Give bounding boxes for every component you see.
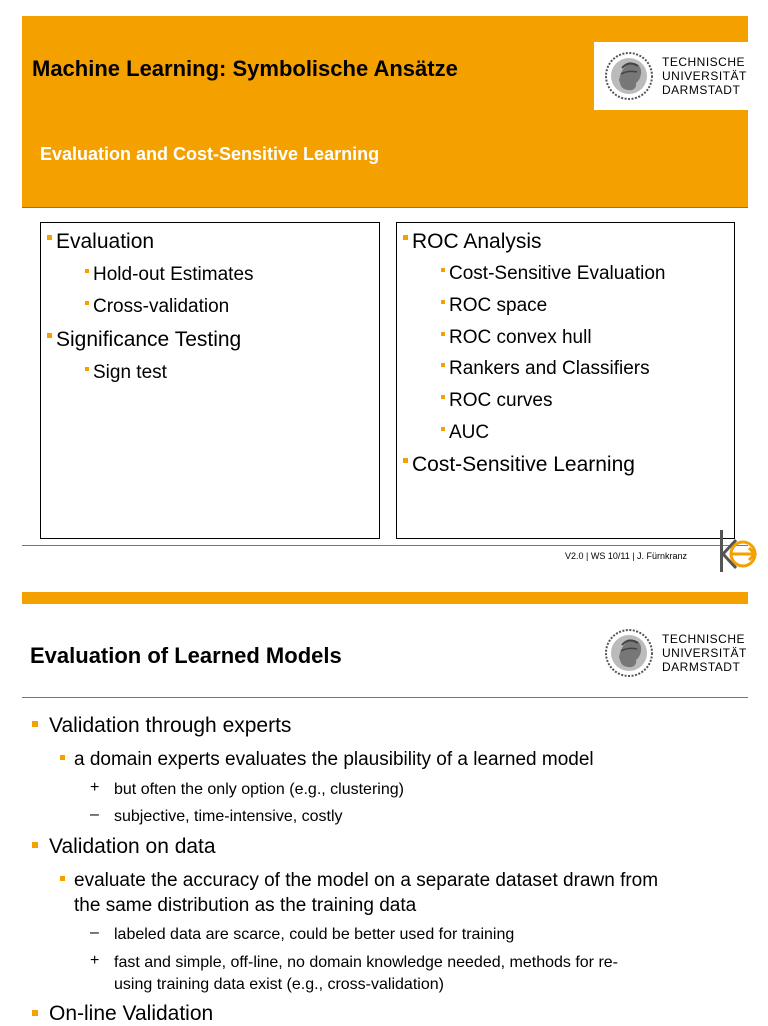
bullet-icon	[47, 333, 52, 338]
slide1-divider-top	[22, 207, 748, 208]
outline-item: Evaluation	[47, 230, 154, 254]
outline-item: Cross-validation	[85, 296, 229, 318]
content-item-level2: a domain experts evaluates the plausibility of a learned model	[74, 749, 594, 770]
slide2-header-band	[22, 592, 748, 604]
minus-symbol: –	[90, 806, 99, 823]
bullet-icon	[85, 367, 89, 371]
plus-symbol: +	[90, 779, 100, 796]
tu-line-3: DARMSTADT	[662, 660, 741, 674]
outline-item: ROC Analysis	[403, 230, 542, 254]
slide2-title: Evaluation of Learned Models	[30, 643, 342, 668]
tu-line-1: TECHNISCHE	[662, 632, 746, 646]
tu-line-2: UNIVERSITÄT	[662, 69, 747, 83]
tu-darmstadt-logo	[594, 42, 748, 110]
tu-darmstadt-wordmark	[662, 632, 747, 674]
plus-symbol: +	[90, 952, 100, 969]
content-item-level2-continuation: the same distribution as the training data	[74, 895, 417, 916]
outline-item: Rankers and Classifiers	[441, 358, 650, 380]
tu-line-2: UNIVERSITÄT	[662, 646, 747, 660]
bullet-icon	[60, 876, 65, 881]
outline-item: ROC space	[441, 295, 547, 317]
content-item-level2: evaluate the accuracy of the model on a separate dataset drawn from	[74, 870, 659, 891]
tu-line-3: DARMSTADT	[662, 83, 741, 97]
outline-item: Significance Testing	[47, 328, 241, 352]
outline-item: ROC convex hull	[441, 327, 592, 349]
tu-darmstadt-seal-icon	[604, 627, 654, 679]
slide1-divider-bottom	[22, 545, 748, 546]
tu-line-1: TECHNISCHE	[662, 55, 746, 69]
tu-darmstadt-wordmark	[662, 55, 747, 97]
tu-darmstadt-seal-icon	[604, 50, 654, 102]
slide1-footer: V2.0 | WS 10/11 | J. Fürnkranz	[565, 551, 688, 561]
bullet-icon	[441, 363, 445, 367]
bullet-icon	[441, 268, 445, 272]
outline-item: Cost-Sensitive Learning	[403, 453, 635, 477]
content-item-level1: Validation through experts	[49, 714, 292, 737]
tu-darmstadt-logo	[594, 619, 748, 687]
outline-item: AUC	[441, 422, 489, 444]
bullet-icon	[32, 721, 38, 727]
slide1-subtitle: Evaluation and Cost-Sensitive Learning	[40, 144, 380, 164]
bullet-icon	[32, 842, 38, 848]
content-item-level3: but often the only option (e.g., clustering)	[114, 781, 404, 798]
bullet-icon	[32, 1010, 38, 1016]
outline-box-left	[40, 222, 380, 539]
ke-logo-icon	[716, 530, 760, 574]
content-item-level1: On-line Validation	[49, 1002, 214, 1025]
bullet-icon	[47, 235, 52, 240]
outline-item: ROC curves	[441, 390, 552, 412]
content-item-level1: Validation on data	[49, 835, 216, 858]
bullet-icon	[85, 301, 89, 305]
outline-item: Hold-out Estimates	[85, 264, 254, 286]
content-item-level3: fast and simple, off-line, no domain knowledge needed, methods for re-	[114, 954, 618, 971]
bullet-icon	[60, 755, 65, 760]
outline-box-right	[396, 222, 735, 539]
content-item-level3: subjective, time-intensive, costly	[114, 808, 343, 825]
outline-item: Sign test	[85, 362, 167, 384]
bullet-icon	[441, 332, 445, 336]
content-item-level3-continuation: using training data exist (e.g., cross-validation)	[114, 976, 444, 993]
bullet-icon	[441, 395, 445, 399]
minus-symbol: –	[90, 924, 99, 941]
outline-item: Cost-Sensitive Evaluation	[441, 263, 666, 285]
bullet-icon	[403, 458, 408, 463]
bullet-icon	[403, 235, 408, 240]
bullet-icon	[441, 427, 445, 431]
slide2-divider	[22, 697, 748, 698]
bullet-icon	[441, 300, 445, 304]
slide1-title: Machine Learning: Symbolische Ansätze	[32, 56, 458, 81]
content-item-level3: labeled data are scarce, could be better used for training	[114, 926, 515, 943]
bullet-icon	[85, 269, 89, 273]
